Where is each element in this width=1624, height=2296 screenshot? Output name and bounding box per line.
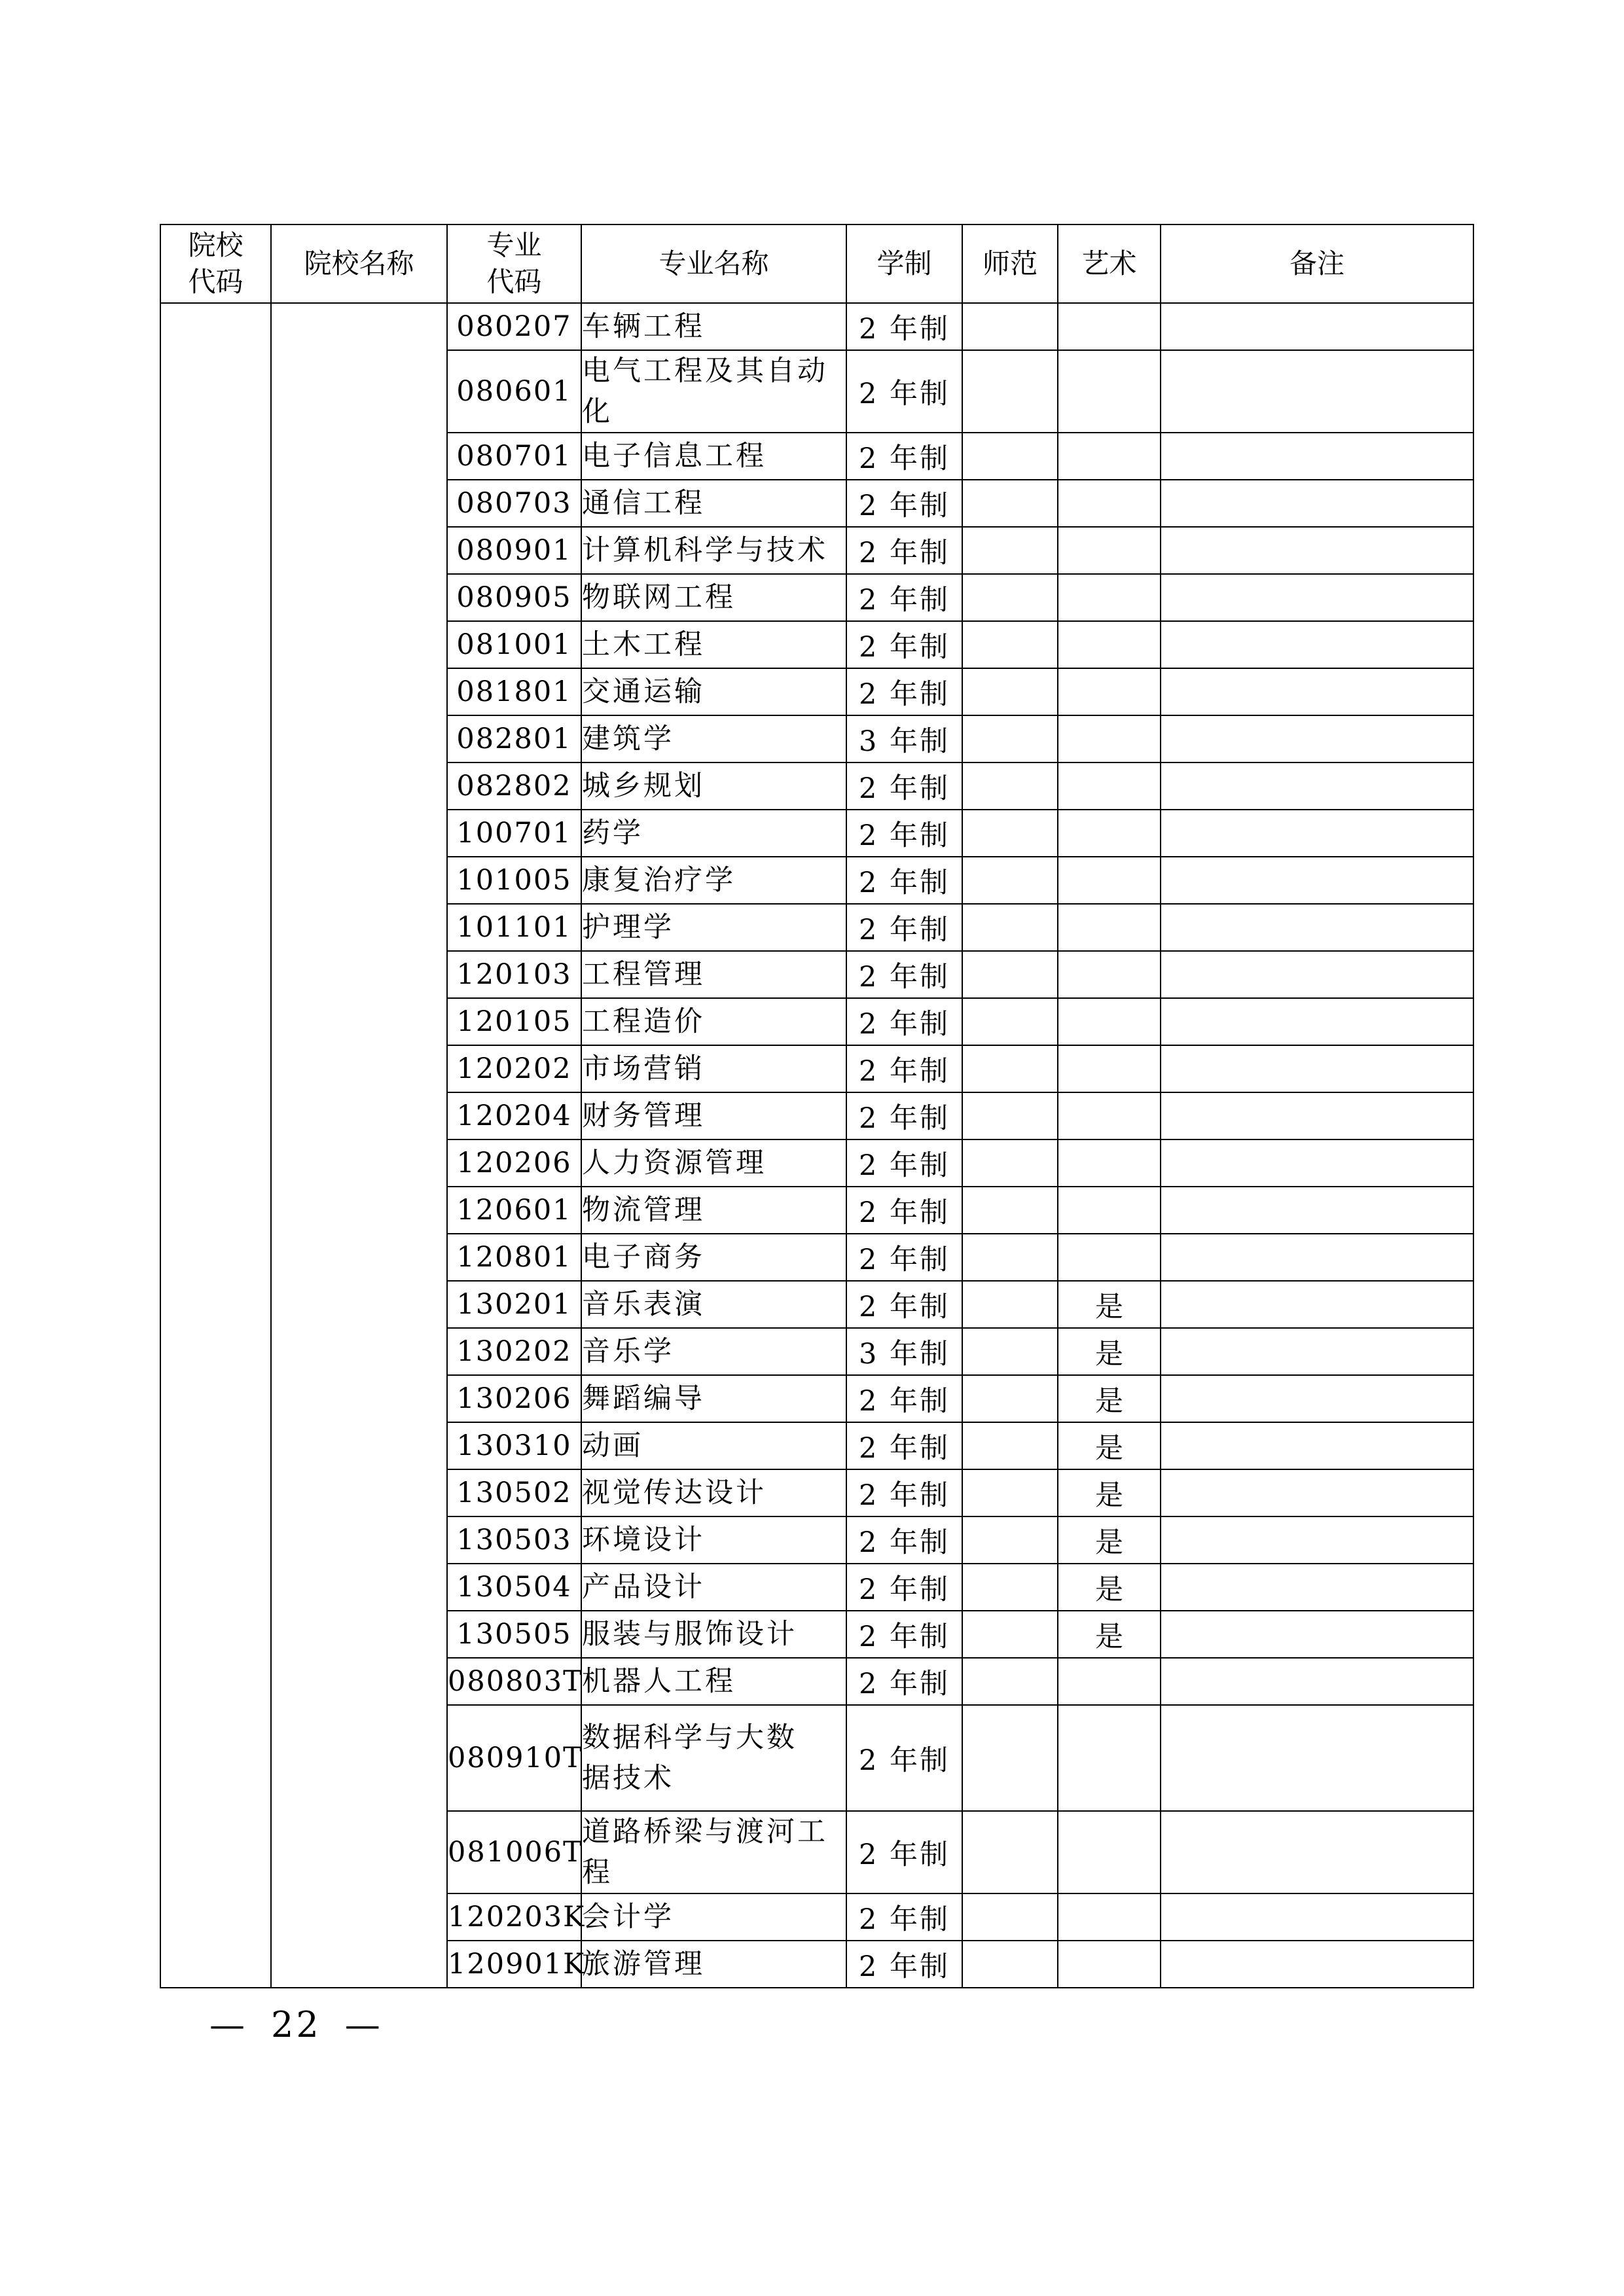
- footer-dash-right: —: [344, 2004, 383, 2045]
- art-cell: [1058, 1658, 1161, 1705]
- art-cell: [1058, 1187, 1161, 1234]
- duration-cell: 2 年制: [846, 574, 962, 621]
- remarks-cell: [1161, 1658, 1473, 1705]
- major-name-cell: 计算机科学与技术: [581, 527, 846, 574]
- duration-cell: 2 年制: [846, 1187, 962, 1234]
- duration-cell: 2 年制: [846, 1045, 962, 1092]
- page-number: 22: [271, 2004, 321, 2045]
- footer-dash-left: —: [209, 2004, 247, 2045]
- remarks-cell: [1161, 668, 1473, 715]
- major-name-cell: 市场营销: [581, 1045, 846, 1092]
- major-code-cell: 080803T: [447, 1658, 581, 1705]
- duration-cell: 2 年制: [846, 1893, 962, 1941]
- normal-cell: [962, 1187, 1058, 1234]
- art-cell: [1058, 810, 1161, 857]
- remarks-cell: [1161, 762, 1473, 810]
- major-code-cell: 130310: [447, 1422, 581, 1469]
- major-code-cell: 082802: [447, 762, 581, 810]
- normal-cell: [962, 1611, 1058, 1658]
- duration-cell: 2 年制: [846, 1516, 962, 1564]
- art-cell: [1058, 1705, 1161, 1811]
- major-code-cell: 101005: [447, 857, 581, 904]
- art-cell: [1058, 1234, 1161, 1281]
- remarks-cell: [1161, 433, 1473, 480]
- duration-cell: 2 年制: [846, 1705, 962, 1811]
- normal-cell: [962, 1469, 1058, 1516]
- major-code-cell: 120203K: [447, 1893, 581, 1941]
- major-code-cell: 120202: [447, 1045, 581, 1092]
- normal-cell: [962, 1422, 1058, 1469]
- remarks-cell: [1161, 951, 1473, 998]
- normal-cell: [962, 350, 1058, 433]
- major-code-cell: 080703: [447, 480, 581, 527]
- normal-cell: [962, 668, 1058, 715]
- page-footer: [209, 2004, 383, 2045]
- normal-cell: [962, 1705, 1058, 1811]
- normal-cell: [962, 1281, 1058, 1328]
- duration-cell: 2 年制: [846, 1658, 962, 1705]
- major-name-cell: 音乐表演: [581, 1281, 846, 1328]
- normal-cell: [962, 527, 1058, 574]
- normal-cell: [962, 762, 1058, 810]
- major-code-cell: 082801: [447, 715, 581, 762]
- major-name-cell: 视觉传达设计: [581, 1469, 846, 1516]
- remarks-cell: [1161, 810, 1473, 857]
- normal-cell: [962, 998, 1058, 1045]
- remarks-cell: [1161, 1281, 1473, 1328]
- table-header-row: [160, 224, 1473, 303]
- remarks-cell: [1161, 1187, 1473, 1234]
- art-cell: 是: [1058, 1611, 1161, 1658]
- duration-cell: 2 年制: [846, 1375, 962, 1422]
- major-code-cell: 130202: [447, 1328, 581, 1375]
- art-cell: [1058, 762, 1161, 810]
- major-name-cell: 环境设计: [581, 1516, 846, 1564]
- remarks-cell: [1161, 1516, 1473, 1564]
- remarks-cell: [1161, 715, 1473, 762]
- major-code-cell: 080901: [447, 527, 581, 574]
- remarks-cell: [1161, 1375, 1473, 1422]
- duration-cell: 3 年制: [846, 1328, 962, 1375]
- major-name-cell: 财务管理: [581, 1092, 846, 1139]
- major-name-cell: 车辆工程: [581, 303, 846, 350]
- art-cell: [1058, 350, 1161, 433]
- major-code-cell: 081006T: [447, 1811, 581, 1893]
- duration-cell: 2 年制: [846, 621, 962, 668]
- major-name-cell: 会计学: [581, 1893, 846, 1941]
- normal-cell: [962, 1893, 1058, 1941]
- major-code-cell: 100701: [447, 810, 581, 857]
- normal-cell: [962, 574, 1058, 621]
- normal-cell: [962, 1092, 1058, 1139]
- remarks-cell: [1161, 1564, 1473, 1611]
- remarks-cell: [1161, 1941, 1473, 1988]
- normal-cell: [962, 1375, 1058, 1422]
- art-cell: [1058, 433, 1161, 480]
- normal-cell: [962, 1811, 1058, 1893]
- duration-cell: 2 年制: [846, 1092, 962, 1139]
- remarks-cell: [1161, 1611, 1473, 1658]
- art-cell: [1058, 574, 1161, 621]
- art-cell: [1058, 1092, 1161, 1139]
- art-cell: [1058, 715, 1161, 762]
- school-code-cell: [160, 303, 271, 1988]
- art-cell: 是: [1058, 1564, 1161, 1611]
- major-name-cell: 人力资源管理: [581, 1139, 846, 1187]
- major-code-cell: 130505: [447, 1611, 581, 1658]
- major-code-cell: 120204: [447, 1092, 581, 1139]
- major-code-cell: 120206: [447, 1139, 581, 1187]
- major-name-cell: 动画: [581, 1422, 846, 1469]
- header-major-name: 专业名称: [581, 224, 846, 303]
- normal-cell: [962, 1234, 1058, 1281]
- duration-cell: 2 年制: [846, 1611, 962, 1658]
- normal-cell: [962, 1564, 1058, 1611]
- normal-cell: [962, 904, 1058, 951]
- major-name-cell: 服装与服饰设计: [581, 1611, 846, 1658]
- major-name-cell: 物流管理: [581, 1187, 846, 1234]
- major-name-cell: 药学: [581, 810, 846, 857]
- header-normal: 师范: [962, 224, 1058, 303]
- major-name-cell: 旅游管理: [581, 1941, 846, 1988]
- major-name-cell: 产品设计: [581, 1564, 846, 1611]
- major-name-cell: 土木工程: [581, 621, 846, 668]
- header-art: 艺术: [1058, 224, 1161, 303]
- duration-cell: 3 年制: [846, 715, 962, 762]
- duration-cell: 2 年制: [846, 350, 962, 433]
- major-code-cell: 120901K: [447, 1941, 581, 1988]
- remarks-cell: [1161, 998, 1473, 1045]
- major-name-cell: 音乐学: [581, 1328, 846, 1375]
- normal-cell: [962, 810, 1058, 857]
- remarks-cell: [1161, 574, 1473, 621]
- duration-cell: 2 年制: [846, 668, 962, 715]
- major-name-cell: 工程造价: [581, 998, 846, 1045]
- art-cell: [1058, 527, 1161, 574]
- duration-cell: 2 年制: [846, 762, 962, 810]
- major-name-cell: 舞蹈编导: [581, 1375, 846, 1422]
- major-name-cell: 电气工程及其自动化: [581, 350, 846, 433]
- art-cell: 是: [1058, 1375, 1161, 1422]
- normal-cell: [962, 433, 1058, 480]
- remarks-cell: [1161, 1422, 1473, 1469]
- duration-cell: 2 年制: [846, 857, 962, 904]
- normal-cell: [962, 1139, 1058, 1187]
- major-code-cell: 080905: [447, 574, 581, 621]
- duration-cell: 2 年制: [846, 303, 962, 350]
- remarks-cell: [1161, 621, 1473, 668]
- major-code-cell: 081801: [447, 668, 581, 715]
- duration-cell: 2 年制: [846, 998, 962, 1045]
- major-name-cell: 道路桥梁与渡河工程: [581, 1811, 846, 1893]
- remarks-cell: [1161, 1045, 1473, 1092]
- art-cell: [1058, 1893, 1161, 1941]
- remarks-cell: [1161, 1234, 1473, 1281]
- remarks-cell: [1161, 527, 1473, 574]
- major-name-cell: 交通运输: [581, 668, 846, 715]
- art-cell: [1058, 1941, 1161, 1988]
- normal-cell: [962, 621, 1058, 668]
- duration-cell: 2 年制: [846, 433, 962, 480]
- major-code-cell: 120105: [447, 998, 581, 1045]
- major-code-cell: 130504: [447, 1564, 581, 1611]
- header-remarks: 备注: [1161, 224, 1473, 303]
- major-name-cell: 电子信息工程: [581, 433, 846, 480]
- school-name-cell: [271, 303, 447, 1988]
- normal-cell: [962, 1941, 1058, 1988]
- major-code-cell: 120801: [447, 1234, 581, 1281]
- normal-cell: [962, 1045, 1058, 1092]
- remarks-cell: [1161, 1092, 1473, 1139]
- header-school-code: 院校 代码: [160, 224, 271, 303]
- major-name-cell: 物联网工程: [581, 574, 846, 621]
- duration-cell: 2 年制: [846, 1469, 962, 1516]
- remarks-cell: [1161, 1811, 1473, 1893]
- art-cell: [1058, 1811, 1161, 1893]
- major-code-cell: 080601: [447, 350, 581, 433]
- duration-cell: 2 年制: [846, 1139, 962, 1187]
- duration-cell: 2 年制: [846, 951, 962, 998]
- normal-cell: [962, 1328, 1058, 1375]
- normal-cell: [962, 303, 1058, 350]
- header-major-code: 专业 代码: [447, 224, 581, 303]
- major-name-cell: 通信工程: [581, 480, 846, 527]
- major-name-cell: 工程管理: [581, 951, 846, 998]
- duration-cell: 2 年制: [846, 1564, 962, 1611]
- duration-cell: 2 年制: [846, 1811, 962, 1893]
- remarks-cell: [1161, 1705, 1473, 1811]
- remarks-cell: [1161, 1893, 1473, 1941]
- art-cell: [1058, 303, 1161, 350]
- remarks-cell: [1161, 303, 1473, 350]
- major-code-cell: 130206: [447, 1375, 581, 1422]
- major-name-cell: 电子商务: [581, 1234, 846, 1281]
- majors-table: [160, 224, 1474, 1988]
- art-cell: 是: [1058, 1328, 1161, 1375]
- remarks-cell: [1161, 904, 1473, 951]
- major-code-cell: 120103: [447, 951, 581, 998]
- major-code-cell: 130201: [447, 1281, 581, 1328]
- normal-cell: [962, 951, 1058, 998]
- art-cell: 是: [1058, 1422, 1161, 1469]
- art-cell: [1058, 480, 1161, 527]
- art-cell: [1058, 1139, 1161, 1187]
- normal-cell: [962, 715, 1058, 762]
- art-cell: 是: [1058, 1281, 1161, 1328]
- major-name-cell: 数据科学与大数 据技术: [581, 1705, 846, 1811]
- major-name-cell: 康复治疗学: [581, 857, 846, 904]
- art-cell: [1058, 668, 1161, 715]
- major-name-cell: 城乡规划: [581, 762, 846, 810]
- remarks-cell: [1161, 480, 1473, 527]
- major-code-cell: 130502: [447, 1469, 581, 1516]
- header-duration: 学制: [846, 224, 962, 303]
- major-name-cell: 护理学: [581, 904, 846, 951]
- table-body: [160, 303, 1473, 1988]
- major-code-cell: 081001: [447, 621, 581, 668]
- art-cell: [1058, 904, 1161, 951]
- major-code-cell: 080910T: [447, 1705, 581, 1811]
- normal-cell: [962, 480, 1058, 527]
- header-school-name: 院校名称: [271, 224, 447, 303]
- remarks-cell: [1161, 1139, 1473, 1187]
- major-code-cell: 080207: [447, 303, 581, 350]
- art-cell: [1058, 621, 1161, 668]
- duration-cell: 2 年制: [846, 1941, 962, 1988]
- normal-cell: [962, 1658, 1058, 1705]
- duration-cell: 2 年制: [846, 527, 962, 574]
- remarks-cell: [1161, 1328, 1473, 1375]
- art-cell: [1058, 998, 1161, 1045]
- art-cell: 是: [1058, 1469, 1161, 1516]
- art-cell: 是: [1058, 1516, 1161, 1564]
- major-code-cell: 080701: [447, 433, 581, 480]
- major-code-cell: 101101: [447, 904, 581, 951]
- normal-cell: [962, 1516, 1058, 1564]
- duration-cell: 2 年制: [846, 1281, 962, 1328]
- normal-cell: [962, 857, 1058, 904]
- remarks-cell: [1161, 857, 1473, 904]
- art-cell: [1058, 951, 1161, 998]
- duration-cell: 2 年制: [846, 904, 962, 951]
- table-row: [160, 303, 1473, 350]
- duration-cell: 2 年制: [846, 1234, 962, 1281]
- art-cell: [1058, 857, 1161, 904]
- duration-cell: 2 年制: [846, 480, 962, 527]
- major-name-cell: 机器人工程: [581, 1658, 846, 1705]
- art-cell: [1058, 1045, 1161, 1092]
- duration-cell: 2 年制: [846, 1422, 962, 1469]
- major-code-cell: 120601: [447, 1187, 581, 1234]
- major-code-cell: 130503: [447, 1516, 581, 1564]
- remarks-cell: [1161, 350, 1473, 433]
- major-name-cell: 建筑学: [581, 715, 846, 762]
- remarks-cell: [1161, 1469, 1473, 1516]
- duration-cell: 2 年制: [846, 810, 962, 857]
